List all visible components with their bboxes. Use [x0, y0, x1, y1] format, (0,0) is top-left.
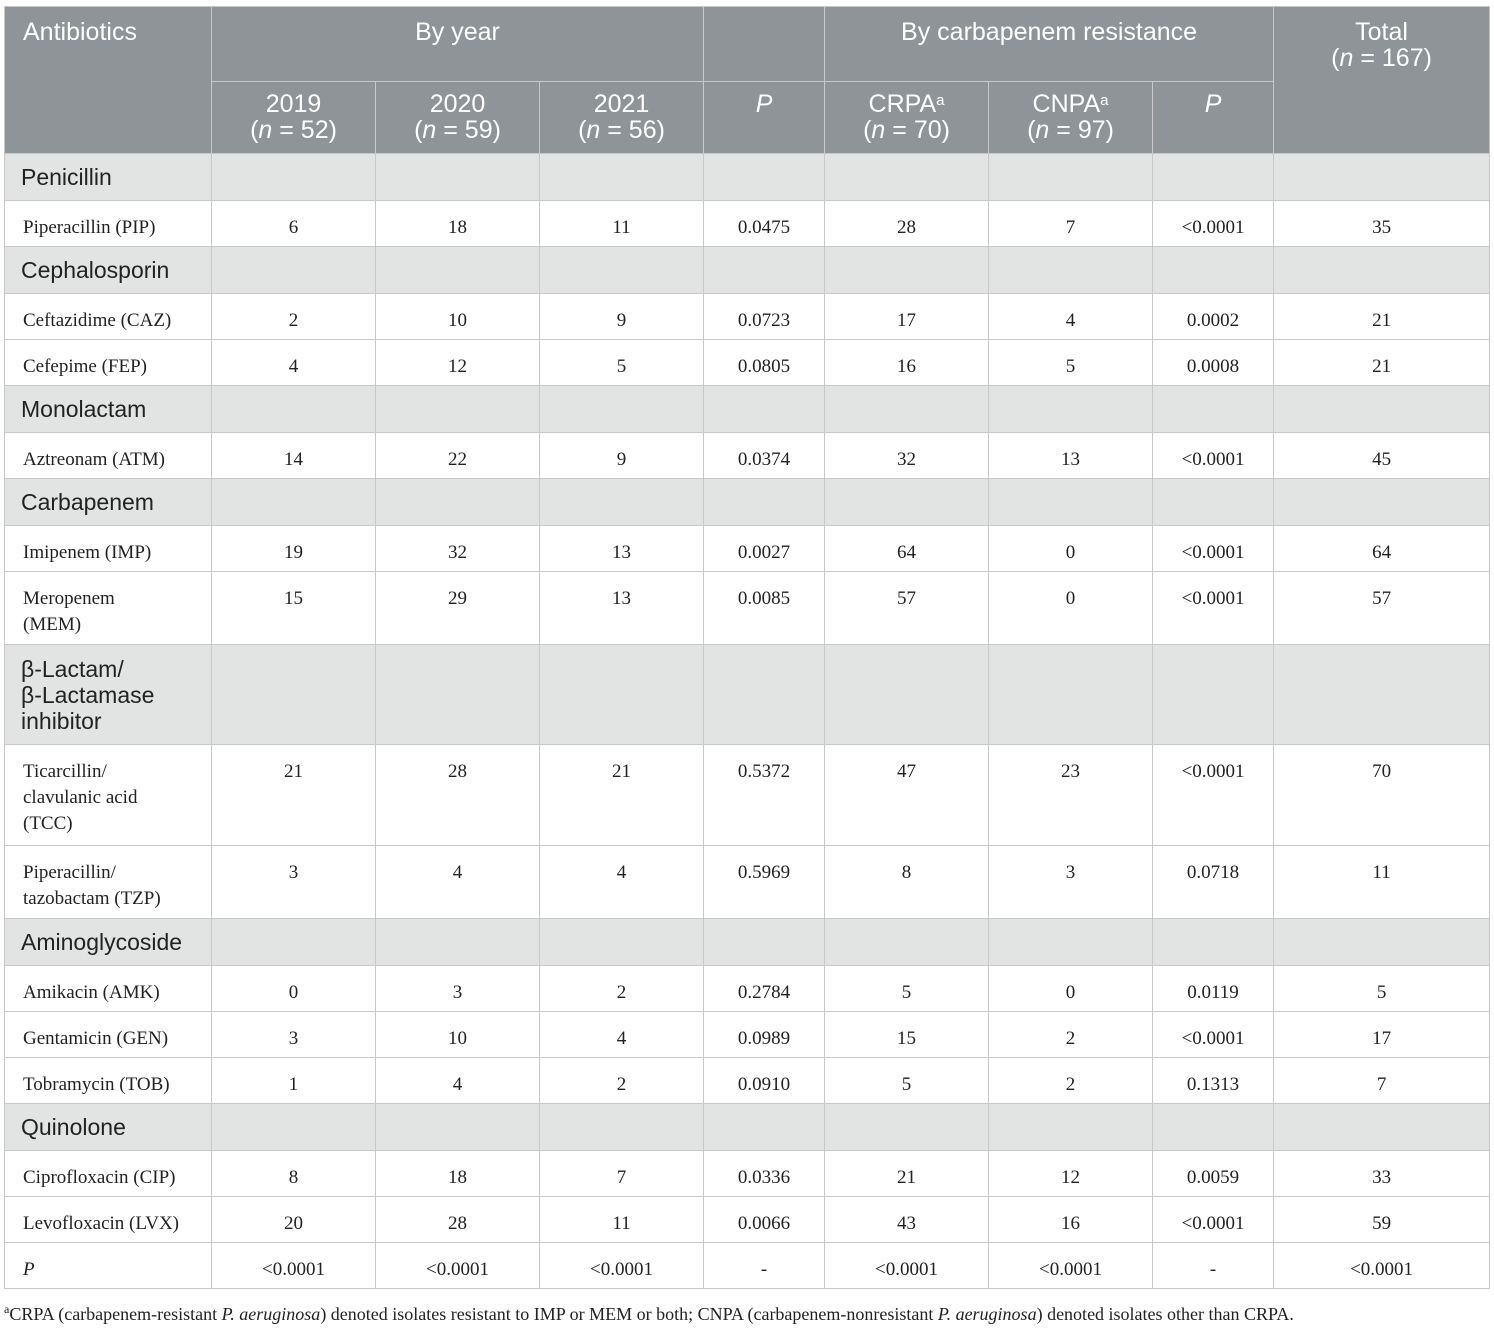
table-cell: 57: [1274, 572, 1490, 645]
table-cell: <0.0001: [1153, 201, 1274, 247]
table-cell: 17: [825, 294, 989, 340]
table-cell: 13: [540, 572, 704, 645]
category-row: [5, 645, 1490, 745]
table-cell: 17: [1274, 1012, 1490, 1058]
table-cell: 0.1313: [1153, 1058, 1274, 1104]
table-cell: 5: [825, 1058, 989, 1104]
header-total: [1274, 7, 1490, 154]
table-cell: 0.0910: [704, 1058, 825, 1104]
table-cell: 0.5969: [704, 846, 825, 919]
table-cell: 0: [989, 966, 1153, 1012]
header-total-label: Total: [1355, 18, 1408, 46]
category-row: [5, 479, 1490, 526]
table-cell: 2: [212, 294, 376, 340]
table-row: [5, 1012, 1490, 1058]
table-row: [5, 1058, 1490, 1104]
row-label: Piperacillin/ tazobactam (TZP): [5, 846, 212, 919]
table-cell: <0.0001: [1153, 745, 1274, 846]
table-cell: <0.0001: [1153, 1197, 1274, 1243]
table-cell: 0.0085: [704, 572, 825, 645]
header-2019: 2019 (n = 52): [212, 82, 376, 154]
table-cell: 0: [989, 572, 1153, 645]
table-cell: 43: [825, 1197, 989, 1243]
category-label: Penicillin: [5, 154, 212, 201]
row-label: Aztreonam (ATM): [5, 433, 212, 479]
table-cell: 3: [376, 966, 540, 1012]
table-cell: 4: [540, 1012, 704, 1058]
table-cell: <0.0001: [1153, 572, 1274, 645]
table-cell: 28: [825, 201, 989, 247]
table-cell: 0.0336: [704, 1151, 825, 1197]
table-cell: 3: [989, 846, 1153, 919]
table-cell: 0: [212, 966, 376, 1012]
table-cell: 8: [212, 1151, 376, 1197]
table-cell: 21: [1274, 294, 1490, 340]
table-cell: -: [1153, 1243, 1274, 1289]
table-row: [5, 201, 1490, 247]
table-cell: 16: [989, 1197, 1153, 1243]
table-cell: 11: [540, 1197, 704, 1243]
row-label: Amikacin (AMK): [5, 966, 212, 1012]
category-row: [5, 247, 1490, 294]
row-label: Ticarcillin/ clavulanic acid (TCC): [5, 745, 212, 846]
table-cell: 0.5372: [704, 745, 825, 846]
table-cell: 21: [825, 1151, 989, 1197]
header-2021: 2021 (n = 56): [540, 82, 704, 154]
row-label: Tobramycin (TOB): [5, 1058, 212, 1104]
row-label: Gentamicin (GEN): [5, 1012, 212, 1058]
table-cell: 5: [1274, 966, 1490, 1012]
table-row: [5, 572, 1490, 645]
table-cell: 9: [540, 433, 704, 479]
table-cell: 0.0374: [704, 433, 825, 479]
table-cell: 22: [376, 433, 540, 479]
table-cell: 19: [212, 526, 376, 572]
row-label: Piperacillin (PIP): [5, 201, 212, 247]
header-cnpa: CNPA$^a$ (n = 97): [989, 82, 1153, 154]
header-p-year: P: [704, 82, 825, 154]
table-row: [5, 294, 1490, 340]
table-cell: 10: [376, 294, 540, 340]
table-cell: 64: [825, 526, 989, 572]
table-cell: <0.0001: [1153, 526, 1274, 572]
header-total-n: (n = 167): [1331, 44, 1432, 72]
table-cell: 70: [1274, 745, 1490, 846]
table-cell: 8: [825, 846, 989, 919]
table-cell: 11: [1274, 846, 1490, 919]
table-cell: 0.0723: [704, 294, 825, 340]
table-cell: 2: [540, 1058, 704, 1104]
row-label: P: [5, 1243, 212, 1289]
table-cell: 28: [376, 745, 540, 846]
table-cell: 23: [989, 745, 1153, 846]
table-cell: <0.0001: [376, 1243, 540, 1289]
table-cell: 0.0059: [1153, 1151, 1274, 1197]
table-cell: 15: [825, 1012, 989, 1058]
table-cell: 64: [1274, 526, 1490, 572]
table-row: [5, 340, 1490, 386]
table-cell: 0.0008: [1153, 340, 1274, 386]
table-row: [5, 1243, 1490, 1289]
table-cell: 32: [825, 433, 989, 479]
table-row: [5, 745, 1490, 846]
table-cell: 1: [212, 1058, 376, 1104]
table-row: [5, 846, 1490, 919]
table-cell: 4: [212, 340, 376, 386]
table-cell: 18: [376, 201, 540, 247]
table-cell: 0.0027: [704, 526, 825, 572]
row-label: Ceftazidime (CAZ): [5, 294, 212, 340]
table-cell: 0.0989: [704, 1012, 825, 1058]
table-cell: 6: [212, 201, 376, 247]
category-row: [5, 154, 1490, 201]
table-cell: <0.0001: [1153, 1012, 1274, 1058]
table-footnote: $^a$CRPA (carbapenem-resistant P. aeruginosa) denoted isolates resistant to IMP or MEM or both; CNPA (carbapenem-nonresistant P. aeruginosa) denoted isolates other than CRPA.: [4, 1302, 1294, 1324]
table-cell: 4: [989, 294, 1153, 340]
table-cell: 13: [989, 433, 1153, 479]
table-cell: <0.0001: [989, 1243, 1153, 1289]
table-cell: 11: [540, 201, 704, 247]
table-cell: 0.2784: [704, 966, 825, 1012]
table-cell: 0.0119: [1153, 966, 1274, 1012]
row-label: Ciprofloxacin (CIP): [5, 1151, 212, 1197]
row-label: Levofloxacin (LVX): [5, 1197, 212, 1243]
table-cell: 35: [1274, 201, 1490, 247]
category-row: [5, 386, 1490, 433]
table-cell: 2: [989, 1058, 1153, 1104]
resistance-table: [4, 6, 1490, 1289]
table-cell: 2: [540, 966, 704, 1012]
table-row: [5, 1197, 1490, 1243]
table-cell: 59: [1274, 1197, 1490, 1243]
header-by-carbapenem: By carbapenem resistance: [825, 7, 1274, 82]
table-row: [5, 526, 1490, 572]
row-label: Cefepime (FEP): [5, 340, 212, 386]
table-cell: <0.0001: [1153, 433, 1274, 479]
table-cell: 0.0066: [704, 1197, 825, 1243]
table-cell: 5: [989, 340, 1153, 386]
table-row: [5, 433, 1490, 479]
table-cell: 10: [376, 1012, 540, 1058]
table-cell: 18: [376, 1151, 540, 1197]
header-antibiotics: Antibiotics: [5, 7, 212, 154]
header-year-spacer: [704, 7, 825, 82]
table-cell: 33: [1274, 1151, 1490, 1197]
table-cell: 2: [989, 1012, 1153, 1058]
table-cell: 4: [540, 846, 704, 919]
table-cell: 3: [212, 846, 376, 919]
table-cell: 12: [376, 340, 540, 386]
table-cell: <0.0001: [825, 1243, 989, 1289]
table-cell: 7: [540, 1151, 704, 1197]
table-cell: 21: [212, 745, 376, 846]
category-label: β-Lactam/ β-Lactamase inhibitor: [5, 645, 212, 745]
table-cell: 0.0718: [1153, 846, 1274, 919]
table-cell: 0.0805: [704, 340, 825, 386]
table-cell: 9: [540, 294, 704, 340]
table-cell: 21: [540, 745, 704, 846]
category-label: Quinolone: [5, 1104, 212, 1151]
table-cell: 16: [825, 340, 989, 386]
header-p-carb: P: [1153, 82, 1274, 154]
table-cell: 7: [989, 201, 1153, 247]
category-label: Aminoglycoside: [5, 919, 212, 966]
table-cell: 14: [212, 433, 376, 479]
table-cell: 45: [1274, 433, 1490, 479]
row-label: Imipenem (IMP): [5, 526, 212, 572]
table-cell: 7: [1274, 1058, 1490, 1104]
header-by-year: By year: [212, 7, 704, 82]
table-cell: 13: [540, 526, 704, 572]
header-crpa: CRPA$^a$ (n = 70): [825, 82, 989, 154]
table-cell: 3: [212, 1012, 376, 1058]
table-cell: 4: [376, 846, 540, 919]
table-cell: <0.0001: [212, 1243, 376, 1289]
table-cell: 12: [989, 1151, 1153, 1197]
header-2020: 2020 (n = 59): [376, 82, 540, 154]
table-cell: 4: [376, 1058, 540, 1104]
table-cell: 0.0002: [1153, 294, 1274, 340]
category-row: [5, 919, 1490, 966]
table-cell: 20: [212, 1197, 376, 1243]
table-cell: 5: [540, 340, 704, 386]
table-cell: 5: [825, 966, 989, 1012]
category-row: [5, 1104, 1490, 1151]
table-cell: 29: [376, 572, 540, 645]
table-cell: 47: [825, 745, 989, 846]
table-cell: 0: [989, 526, 1153, 572]
category-label: Cephalosporin: [5, 247, 212, 294]
table-cell: 32: [376, 526, 540, 572]
table-row: [5, 966, 1490, 1012]
table-cell: -: [704, 1243, 825, 1289]
row-label: Meropenem (MEM): [5, 572, 212, 645]
table-cell: 21: [1274, 340, 1490, 386]
table-cell: 28: [376, 1197, 540, 1243]
table-cell: 0.0475: [704, 201, 825, 247]
table-cell: 57: [825, 572, 989, 645]
category-label: Monolactam: [5, 386, 212, 433]
table-cell: <0.0001: [540, 1243, 704, 1289]
table-cell: <0.0001: [1274, 1243, 1490, 1289]
category-label: Carbapenem: [5, 479, 212, 526]
table-cell: 15: [212, 572, 376, 645]
table-row: [5, 1151, 1490, 1197]
